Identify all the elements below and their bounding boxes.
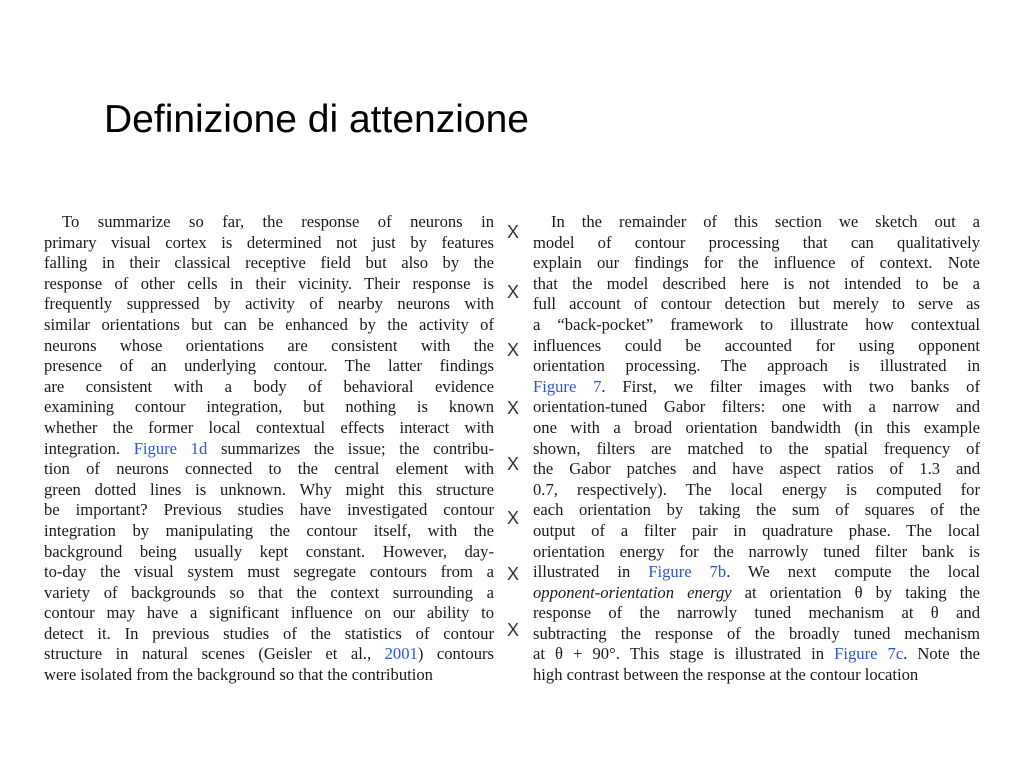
margin-x-mark: X [506, 282, 519, 302]
right-line: high contrast between the response at the contour location [533, 665, 919, 685]
right-line: orientation-tuned Gabor filters: one with a narrow and [533, 397, 980, 417]
right-line: 0.7, respectively). The local energy is computed for [533, 479, 980, 499]
right-line: response of the narrowly tuned mechanism at θ and [533, 603, 980, 623]
figure-7c-link[interactable]: Figure 7c [834, 644, 904, 664]
left-line: neurons whose orientations are consistent with the [44, 335, 494, 355]
right-column [533, 212, 980, 686]
left-line: primary visual cortex is determined not just by features [44, 232, 494, 252]
figure-1d-link[interactable]: Figure 1d [133, 438, 208, 458]
margin-x-mark: X [506, 564, 519, 584]
right-line-text: . First, we filter images with two banks of [601, 376, 980, 396]
margin-x-mark: X [506, 620, 519, 640]
left-line: frequently suppressed by activity of nearby neurons with [44, 294, 494, 314]
right-line-text: illustrated in [533, 562, 649, 582]
left-line: were isolated from the background so that the contribution [44, 665, 433, 685]
right-line [533, 583, 980, 604]
left-line [44, 439, 494, 460]
right-line: orientation processing. The approach is illustrated in [533, 356, 980, 376]
left-line: similar orientations but can be enhanced by the activity of [44, 314, 494, 334]
margin-x-mark: X [506, 454, 519, 474]
right-line-text: at θ + 90°. This stage is illustrated in [533, 644, 835, 664]
margin-x-mark: X [506, 222, 519, 242]
right-line: influences could be accounted for using opponent [533, 335, 980, 355]
left-line-text: summarizes the issue; the contribu- [207, 438, 494, 458]
left-line: to-day the visual system must segregate contours from a [44, 562, 494, 582]
slide-title: Definizione di attenzione [104, 98, 529, 141]
right-line: explain our findings for the influence of context. Note [533, 253, 980, 273]
left-line: presence of an underlying contour. The latter findings [44, 356, 494, 376]
left-line [44, 644, 494, 665]
right-line-text: . We next compute the local [726, 562, 980, 582]
figure-7-link[interactable]: Figure 7 [533, 376, 602, 396]
right-line [533, 644, 980, 665]
left-line-text: ) contours [417, 644, 494, 664]
left-line: response of other cells in their vicinity. Their response is [44, 273, 494, 293]
figure-7b-link[interactable]: Figure 7b [648, 562, 727, 582]
left-line: be important? Previous studies have investigated contour [44, 500, 494, 520]
citation-2001-link[interactable]: 2001 [384, 644, 418, 664]
right-line-text: . Note the [903, 644, 980, 664]
left-line: whether the former local contextual effects interact with [44, 417, 494, 437]
left-line: variety of backgrounds so that the context surrounding a [44, 582, 494, 602]
right-line [533, 377, 980, 398]
right-line: one with a broad orientation bandwidth (in this example [533, 417, 980, 437]
right-line: subtracting the response of the broadly tuned mechanism [533, 623, 980, 643]
left-line-text: structure in natural scenes (Geisler et al., [44, 644, 385, 664]
right-line: model of contour processing that can qualitatively [533, 232, 980, 252]
margin-x-mark: X [506, 340, 519, 360]
right-line [533, 562, 980, 583]
left-line: detect it. In previous studies of the statistics of contour [44, 623, 494, 643]
right-line-italic: opponent-orientation energy [533, 582, 732, 602]
left-column [44, 212, 494, 686]
right-line: In the remainder of this section we sketch out a [551, 212, 980, 231]
right-line: output of a filter pair in quadrature phase. The local [533, 520, 980, 540]
left-line: green dotted lines is unknown. Why might this structure [44, 479, 494, 499]
right-line: orientation energy for the narrowly tuned filter bank is [533, 541, 980, 561]
right-line: a “back-pocket” framework to illustrate how contextual [533, 314, 980, 334]
right-line: shown, filters are matched to the spatial frequency of [533, 438, 980, 458]
right-line: the Gabor patches and have aspect ratios of 1.3 and [533, 459, 980, 479]
left-line: examining contour integration, but nothing is known [44, 397, 494, 417]
left-line: To summarize so far, the response of neurons in [62, 212, 494, 231]
right-line: full account of contour detection but merely to serve as [533, 294, 980, 314]
left-line-text: integration. [44, 438, 134, 458]
margin-x-mark: X [506, 398, 519, 418]
right-line: that the model described here is not intended to be a [533, 273, 980, 293]
margin-x-mark: X [506, 508, 519, 528]
left-line: contour may have a significant influence on our ability to [44, 603, 494, 623]
left-line: background being usually kept constant. However, day- [44, 541, 494, 561]
left-line: are consistent with a body of behavioral evidence [44, 376, 494, 396]
right-line: each orientation by taking the sum of squares of the [533, 500, 980, 520]
left-line: integration by manipulating the contour itself, with the [44, 520, 494, 540]
right-line-text: at orientation θ by taking the [731, 582, 980, 602]
left-line: falling in their classical receptive field but also by the [44, 253, 494, 273]
margin-marks [503, 222, 523, 642]
left-line: tion of neurons connected to the central element with [44, 459, 494, 479]
